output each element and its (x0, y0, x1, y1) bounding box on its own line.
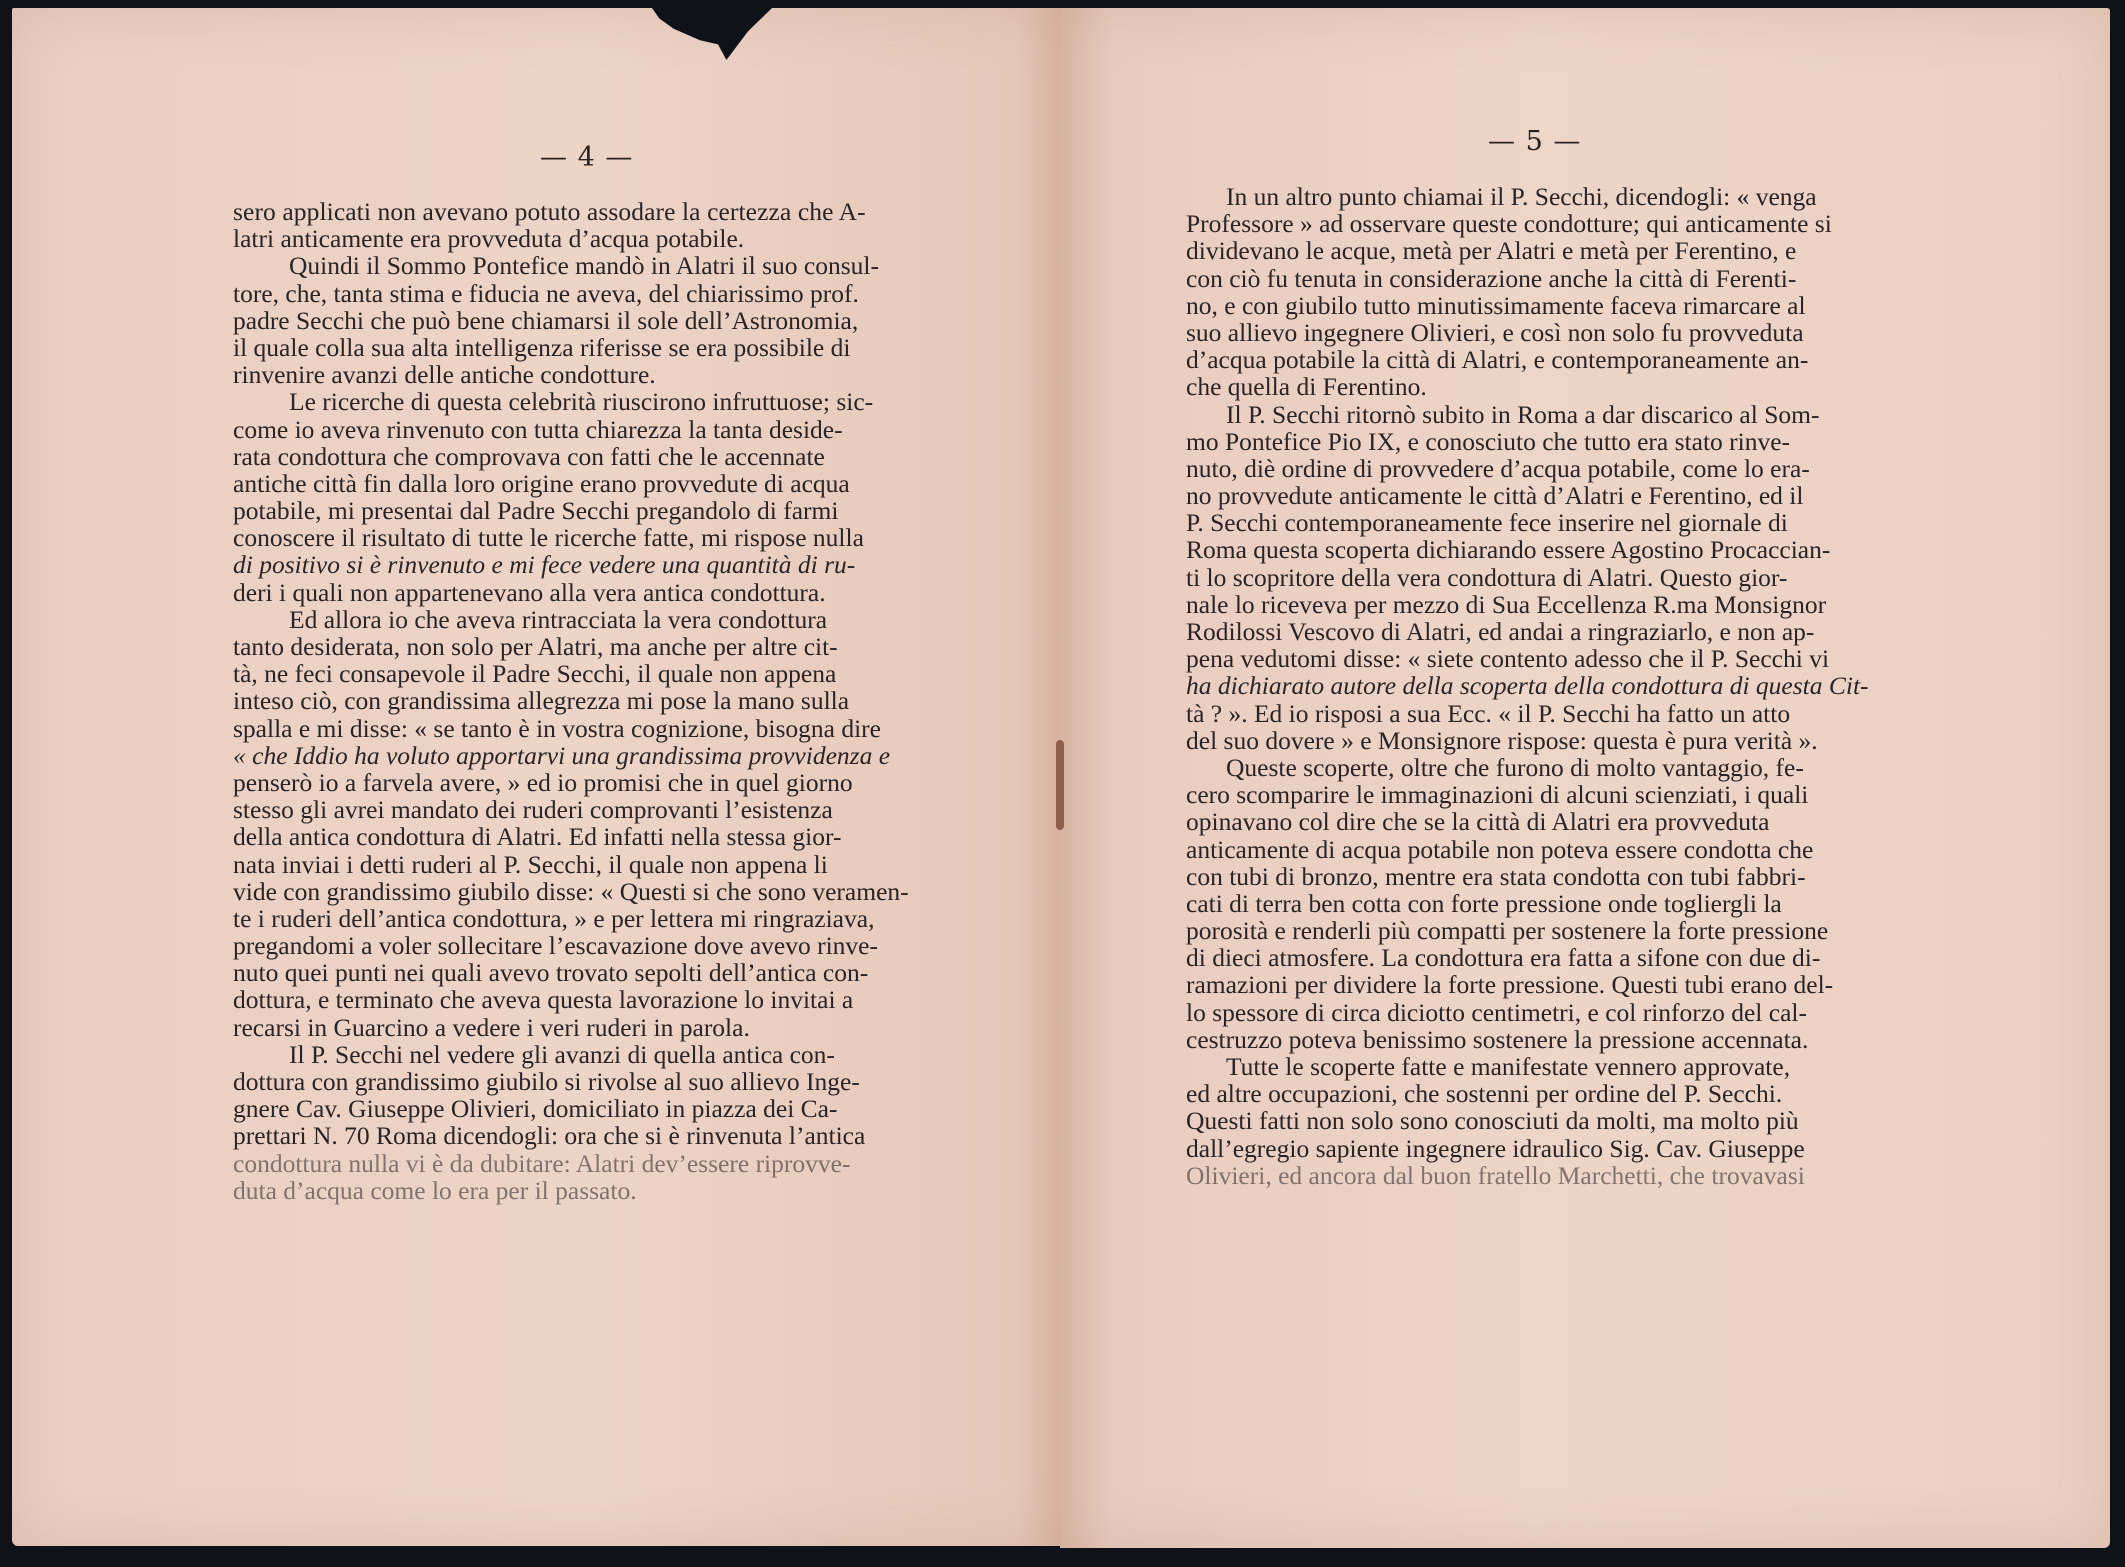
text-line: cati di terra ben cotta con forte pressione onde togliergli la (1186, 888, 1782, 918)
text-line: dall’egregio sapiente ingegnere idraulico Sig. Cav. Giuseppe (1186, 1133, 1805, 1163)
text-line: mo Pontefice Pio IX, e conosciuto che tutto era stato rinve- (1186, 426, 1791, 456)
text-line: come io aveva rinvenuto con tutta chiarezza la tanta deside- (233, 414, 843, 444)
text-line: cero scomparire le immaginazioni di alcuni scienziati, i quali (1186, 780, 1809, 810)
text-line: il quale colla sua alta intelligenza riferisse se era possibile di (233, 332, 851, 362)
text-line: duta d’acqua come lo era per il passato. (233, 1175, 637, 1205)
text-line: penserò io a farvela avere, » ed io promisi che in quel giorno (233, 767, 853, 797)
text-line: nata inviai i detti ruderi al P. Secchi, il quale non appena li (233, 849, 828, 879)
text-line: sero applicati non avevano potuto assodare la certezza che A- (233, 197, 866, 226)
text-line: no provvedute anticamente le città d’Alatri e Ferentino, ed il (1186, 481, 1804, 511)
text-line: conoscere il risultato di tutte le ricerche fatte, mi rispose nulla (233, 523, 864, 553)
text-line: Roma questa scoperta dichiarando essere Agostino Procaccian- (1186, 535, 1831, 565)
binding-staple (1056, 740, 1064, 830)
text-line: della antica condottura di Alatri. Ed infatti nella stessa gior- (233, 822, 842, 852)
text-line: spalla e mi disse: « se tanto è in vostra cognizione, bisogna dire (233, 713, 881, 743)
torn-paper-edge (652, 8, 772, 60)
left-page-text (233, 198, 951, 1204)
text-line: Queste scoperte, oltre che furono di molto vantaggio, fe- (1226, 752, 1804, 782)
text-line: dottura, e terminato che aveva questa lavorazione lo invitai a (233, 985, 854, 1015)
text-line: tanto desiderata, non solo per Alatri, ma anche per altre cit- (233, 632, 838, 661)
text-line: ramazioni per dividere la forte pressione. Questi tubi erano del- (1186, 970, 1834, 1000)
text-line: Il P. Secchi ritornò subito in Roma a dar discarico al Som- (1226, 399, 1820, 429)
text-line: latri anticamente era provveduta d’acqua potabile. (233, 224, 745, 254)
text-line: nuto, diè ordine di provvedere d’acqua potabile, come lo era- (1186, 453, 1810, 483)
text-line: suo allievo ingegnere Olivieri, e così non solo fu provveduta (1186, 317, 1804, 347)
text-line: tà ? ». Ed io risposi a sua Ecc. « il P. Secchi ha fatto un atto (1186, 698, 1791, 728)
text-line: te i ruderi dell’antica condottura, » e per lettera mi ringraziava, (233, 903, 875, 933)
text-line: Il P. Secchi nel vedere gli avanzi di quella antica con- (289, 1039, 835, 1069)
text-line: Quindi il Sommo Pontefice mandò in Alatri il suo consul- (289, 251, 879, 281)
text-line: nale lo riceveva per mezzo di Sua Eccellenza R.ma Monsignor (1186, 589, 1827, 619)
text-line: pena vedutomi disse: « siete contento adesso che il P. Secchi vi (1186, 644, 1830, 674)
text-line: ed altre occupazioni, che sostenni per ordine del P. Secchi. (1186, 1079, 1783, 1109)
text-line: gnere Cav. Giuseppe Olivieri, domiciliato in piazza dei Ca- (233, 1094, 838, 1124)
text-line: padre Secchi che può bene chiamarsi il sole dell’Astronomia, (233, 305, 859, 335)
text-line: anticamente di acqua potabile non poteva essere condotta che (1186, 834, 1814, 864)
text-line: nuto quei punti nei quali avevo trovato sepolti dell’antica con- (233, 958, 869, 988)
text-line: Olivieri, ed ancora dal buon fratello Marchetti, che trovavasi (1186, 1160, 1805, 1190)
text-line: Tutte le scoperte fatte e manifestate vennero approvate, (1226, 1052, 1791, 1081)
text-line: rinvenire avanzi delle antiche condotture. (233, 360, 656, 390)
text-line: P. Secchi contemporaneamente fece inserire nel giornale di (1186, 508, 1788, 538)
text-line: potabile, mi presentai dal Padre Secchi pregandolo di farmi (233, 496, 839, 526)
text-line: In un altro punto chiamai il P. Secchi, dicendogli: « venga (1226, 182, 1817, 211)
text-line: tore, che, tanta stima e fiducia ne aveva, del chiarissimo prof. (233, 278, 859, 308)
text-line: dottura con grandissimo giubilo si rivolse al suo allievo Inge- (233, 1067, 860, 1096)
text-line: inteso ciò, con grandissima allegrezza mi pose la mano sulla (233, 686, 850, 716)
left-page-number: — 4 — (540, 142, 634, 173)
text-line: ti lo scopritore della vera condottura di Alatri. Questo gior- (1186, 562, 1788, 592)
text-line: di positivo si è rinvenuto e mi fece vedere una quantità di ru- (233, 550, 856, 580)
text-line: antiche città fin dalla loro origine erano provvedute di acqua (233, 468, 850, 498)
text-line: lo spessore di circa diciotto centimetri, e col rinforzo del cal- (1186, 997, 1807, 1027)
text-line: Ed allora io che aveva rintracciata la vera condottura (289, 604, 828, 634)
text-line: di dieci atmosfere. La condottura era fatta a sifone con due di- (1186, 943, 1821, 973)
right-page-text (1186, 183, 1914, 1189)
text-line: con tubi di bronzo, mentre era stata condotta con tubi fabbri- (1186, 861, 1806, 891)
text-line: stesso gli avrei mandato dei ruderi comprovanti l’esistenza (233, 795, 833, 825)
text-line: deri i quali non appartenevano alla vera antica condottura. (233, 577, 826, 607)
text-line: recarsi in Guarcino a vedere i veri ruderi in parola. (233, 1012, 750, 1042)
text-line: d’acqua potabile la città di Alatri, e contemporaneamente an- (1186, 345, 1809, 375)
text-line: vide con grandissimo giubilo disse: « Questi si che sono veramen- (233, 876, 909, 906)
text-line: porosità e renderli più compatti per sostenere la forte pressione (1186, 916, 1829, 946)
text-line: pregandomi a voler sollecitare l’escavazione dove avevo rinve- (233, 931, 878, 961)
text-line: opinavano col dire che se la città di Alatri era provveduta (1186, 807, 1770, 837)
text-line: no, e con giubilo tutto minutissimamente faceva rimarcare al (1186, 290, 1806, 320)
text-line: Rodilossi Vescovo di Alatri, ed andai a ringraziarlo, e non ap- (1186, 617, 1815, 646)
text-line: Le ricerche di questa celebrità riuscirono infruttuose; sic- (289, 387, 874, 417)
text-line: prettari N. 70 Roma dicendogli: ora che si è rinvenuta l’antica (233, 1121, 866, 1151)
text-line: del suo dovere » e Monsignore rispose: questa è pura verità ». (1186, 725, 1818, 755)
text-line: dividevano le acque, metà per Alatri e metà per Ferentino, e (1186, 236, 1797, 266)
text-line: cestruzzo poteva benissimo sostenere la pressione accennata. (1186, 1024, 1809, 1054)
text-line: « che Iddio ha voluto apportarvi una grandissima provvidenza e (233, 740, 891, 770)
text-line: Questi fatti non solo sono conosciuti da molti, ma molto più (1186, 1106, 1799, 1136)
text-line: con ciò fu tenuta in considerazione anche la città di Ferenti- (1186, 263, 1797, 293)
text-line: tà, ne feci consapevole il Padre Secchi, il quale non appena (233, 659, 837, 689)
text-line: rata condottura che comprovava con fatti che le accennate (233, 441, 825, 471)
text-line: ha dichiarato autore della scoperta della condottura di questa Cit- (1186, 671, 1869, 701)
text-line: condottura nulla vi è da dubitare: Alatri dev’essere riprovve- (233, 1148, 851, 1178)
text-line: che quella di Ferentino. (1186, 372, 1427, 402)
text-line: Professore » ad osservare queste condotture; qui anticamente si (1186, 209, 1832, 239)
right-page-number: — 5 — (1488, 126, 1582, 157)
